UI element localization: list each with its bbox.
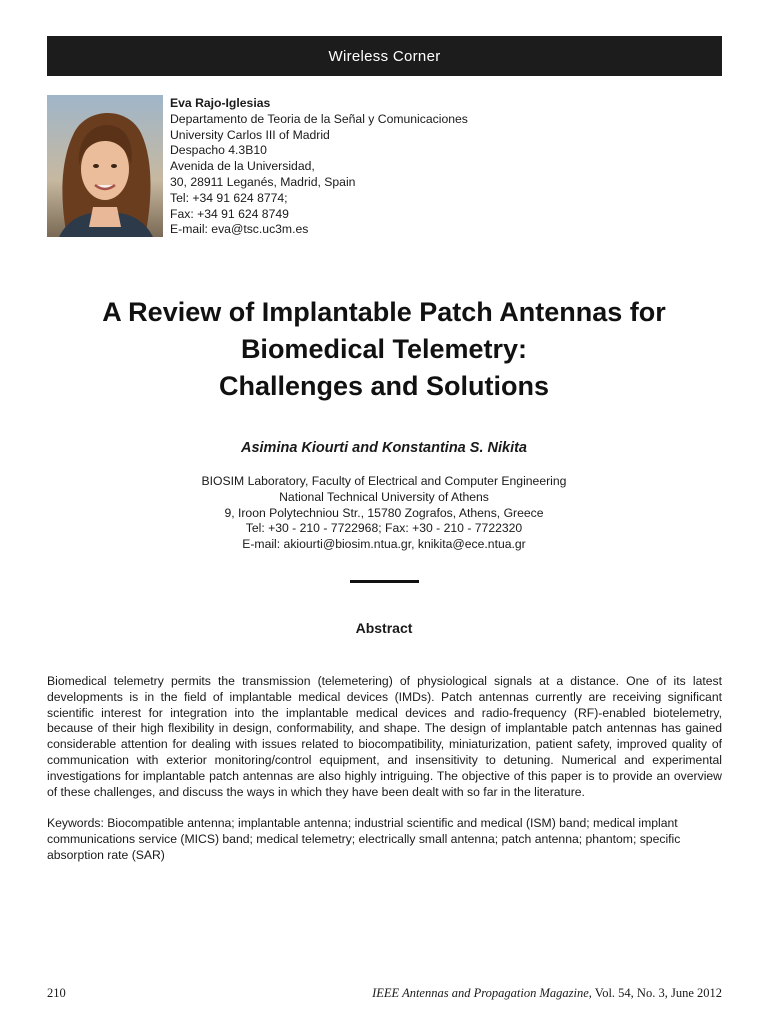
paper-title-line: A Review of Implantable Patch Antennas for — [102, 297, 666, 327]
abstract-heading: Abstract — [355, 620, 413, 636]
section-title: Wireless Corner — [328, 47, 441, 65]
paper-title-line: Biomedical Telemetry: — [240, 334, 528, 364]
journal-issue: , Vol. 54, No. 3, June 2012 — [588, 986, 722, 1000]
editor-name: Eva Rajo-Iglesias — [170, 96, 271, 110]
editor-contact-info — [170, 96, 468, 238]
page-number: 210 — [47, 986, 66, 1000]
author-affiliation — [0, 474, 768, 553]
affiliation-line: BIOSIM Laboratory, Faculty of Electrical and Computer Engineering — [201, 474, 567, 488]
editor-department: Departamento de Teoria de la Señal y Comunicaciones — [170, 111, 468, 126]
affiliation-line: E-mail: akiourti@biosim.ntua.gr, knikita@ece.ntua.gr — [242, 537, 526, 552]
editor-block — [47, 95, 722, 237]
editor-street: Avenida de la Universidad, — [170, 159, 315, 174]
editor-fax: Fax: +34 91 624 8749 — [170, 206, 289, 221]
paper-authors: Asimina Kiourti and Konstantina S. Nikita — [240, 440, 527, 456]
paper-title-line: Challenges and Solutions — [218, 371, 550, 401]
section-header-bar — [47, 36, 722, 76]
journal-name: IEEE Antennas and Propagation Magazine — [372, 986, 589, 1000]
affiliation-line: Tel: +30 - 210 - 7722968; Fax: +30 - 210 - 7722320 — [245, 521, 523, 536]
editor-office: Despacho 4.3B10 — [170, 143, 267, 158]
editor-tel: Tel: +34 91 624 8774; — [170, 190, 288, 205]
abstract-text: Biomedical telemetry permits the transmission (telemetering) of physiological signals at a distance. One of its latest developments is in the field of implantable medical devices (IMDs). Patch antennas currently are receiving significant scientific interest for integration into the implantable medical devices and radio-frequency (RF)-enabled biotelemetry, because of their high flexibility in design, conformability, and shape. The design of implantable patch antennas has gained considerable attention for dealing with issues related to biocompatibility, miniaturization, patient safety, improved quality of communication with exterior monitoring/control equipment, and insensitivity to detuning. Numerical and experimental investigations for implantable patch antennas are also highly intriguing. The objective of this paper is to provide an overview of these challenges, and discuss the ways in which they have been dealt with so far in the literature. — [47, 674, 722, 799]
editor-city: 30, 28911 Leganés, Madrid, Spain — [170, 174, 356, 189]
affiliation-line: National Technical University of Athens — [279, 489, 489, 504]
paper-title — [30, 294, 738, 405]
editor-email: E-mail: eva@tsc.uc3m.es — [170, 222, 309, 237]
editor-university: University Carlos III of Madrid — [170, 127, 330, 142]
section-divider — [350, 580, 419, 583]
affiliation-line: 9, Iroon Polytechniou Str., 15780 Zografos, Athens, Greece — [224, 505, 544, 520]
journal-citation — [372, 986, 722, 1001]
editor-photo — [47, 95, 163, 237]
keywords-text: Keywords: Biocompatible antenna; implantable antenna; industrial scientific and medical (ISM) band; medical implant communications service (MICS) band; medical telemetry; electrically small antenna; patch antenna; phantom; specific absorption rate (SAR) — [47, 816, 681, 862]
page-footer — [47, 986, 722, 1004]
